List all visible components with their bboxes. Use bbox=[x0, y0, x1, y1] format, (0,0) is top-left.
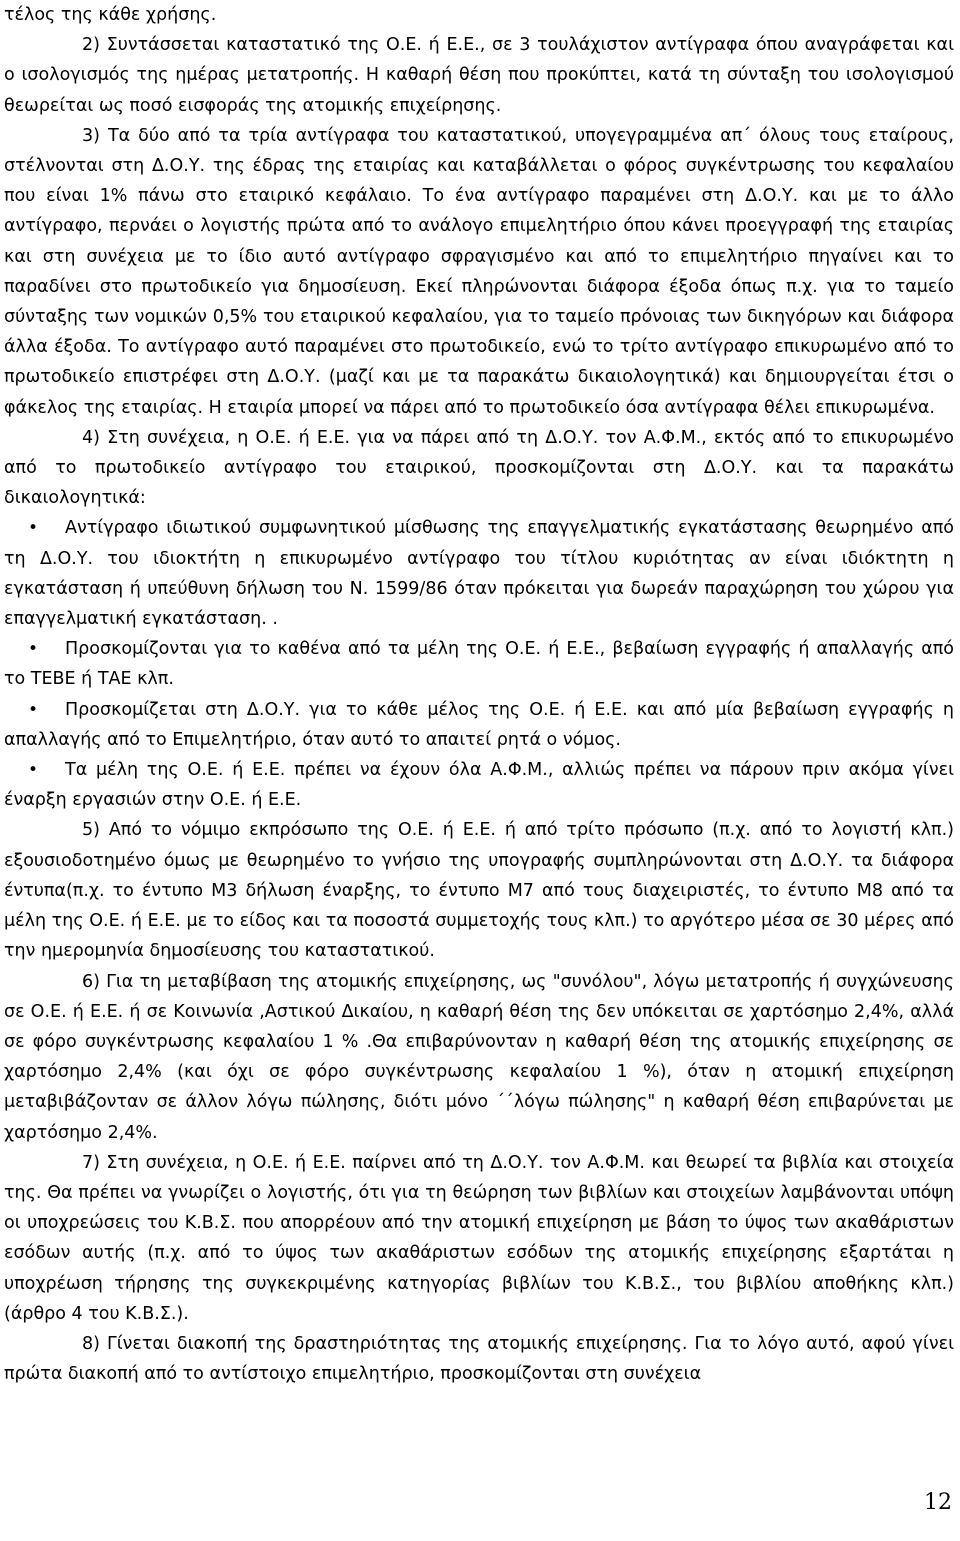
paragraph-step-2: 2) Συντάσσεται καταστατικό της Ο.Ε. ή Ε.Ε., σε 3 τουλάχιστον αντίγραφα όπου αναγράφεται και ο ισολογισμός της ημέρας μετατροπής. Η καθαρή θέση που προκύπτει, κατά τη σύνταξη του ισολογισμού θεωρείται ως ποσό εισφοράς της ατομικής επιχείρησης. bbox=[4, 35, 954, 116]
paragraph-step-4: 4) Στη συνέχεια, η Ο.Ε. ή Ε.Ε. για να πάρει από τη Δ.Ο.Υ. τον Α.Φ.Μ., εκτός από το επικυρωμένο από το πρωτοδικείο αντίγραφο του εταιρικού, προσκομίζονται στη Δ.Ο.Υ. και τα παρακάτω δικαιολογητικά: bbox=[4, 427, 954, 509]
paragraph-step-6: 6) Για τη μεταβίβαση της ατομικής επιχείρησης, ως "συνόλου", λόγω μετατροπής ή συγχώνευσης σε Ο.Ε. ή Ε.Ε. ή σε Κοινωνία ,Αστικού Δικαίου, η καθαρή θέση της δεν υπόκειται σε χαρτόσημο 2,4%, αλλά σε φόρο συγκέντρωσης κεφαλαίου 1 % .Θα επιβαρύνονταν η καθαρή θέση της ατομικής επιχείρησης σε χαρτόσημο 2,4% (και όχι σε φόρο συγκέντρωσης κεφαλαίου 1 %), όταν η ατομική επιχείρηση μεταβιβάζονταν σε άλλον λόγω πώλησης, διότι μόνο ΄΄λόγω πώλησης" η καθαρή θέση επιβαρύνεται με χαρτόσημο 2,4%. bbox=[4, 971, 954, 1143]
paragraph-step-3: 3) Τα δύο από τα τρία αντίγραφα του καταστατικού, υπογεγραμμένα απ΄ όλους τους εταίρους, στέλνονται στη Δ.Ο.Υ. της έδρας της εταιρίας και καταβάλλεται ο φόρος συγκέντρωσης του κεφαλαίου που είναι 1% πάνω στο εταιρικό κεφάλαιο. Το ένα αντίγραφο παραμένει στη Δ.Ο.Υ. και με το άλλο αντίγραφο, περνάει ο λογιστής πρώτα από το ανάλογο επιμελητήριο όπου κάνει προεγγραφή της εταιρίας και στη συνέχεια με το ίδιο αυτό αντίγραφο σφραγισμένο και από το επιμελητήριο πηγαίνει και το παραδίνει στο πρωτοδικείο για δημοσίευση. Εκεί πληρώνονται διάφορα έξοδα όπως π.χ. για το ταμείο σύνταξης των νομικών 0,5% του εταιρικού κεφαλαίου, για το ταμείο πρόνοιας των δικηγόρων και διάφορα άλλα έξοδα. Το αντίγραφο αυτό παραμένει στο πρωτοδικείο, ενώ το τρίτο αντίγραφο επικυρωμένο από το πρωτοδικείο επιστρέφει στη Δ.Ο.Υ. (μαζί και με τα παρακάτω δικαιολογητικά) και δημιουργείται έτσι ο φάκελος της εταιρίας. Η εταιρία μπορεί να πάρει από το πρωτοδικείο όσα αντίγραφα θέλει επικυρωμένα. bbox=[4, 125, 954, 418]
list-item: • Προσκομίζονται για το καθένα από τα μέλη της Ο.Ε. ή Ε.Ε., βεβαίωση εγγραφής ή απαλλαγής από το ΤΕΒΕ ή ΤΑΕ κλπ. bbox=[4, 634, 954, 694]
document-body bbox=[4, 0, 954, 1389]
list-item: • Προσκομίζεται στη Δ.Ο.Υ. για το κάθε μέλος της Ο.Ε. ή Ε.Ε. και από μία βεβαίωση εγγραφής η απαλλαγής από το Επιμελητήριο, όταν αυτό το απαιτεί ρητά ο νόμος. bbox=[4, 695, 954, 755]
list-item: • Αντίγραφο ιδιωτικού συμφωνητικού μίσθωσης της επαγγελματικής εγκατάστασης θεωρημένο από τη Δ.Ο.Υ. του ιδιοκτήτη η επικυρωμένο αντίγραφο του τίτλου κυριότητας αν είναι ιδιόκτητη η εγκατάσταση ή υπεύθυνη δήλωση του Ν. 1599/86 όταν πρόκειται για δωρεάν παραχώρηση του χώρου για επαγγελματική εγκατάσταση. . bbox=[4, 513, 954, 634]
required-documents-list bbox=[4, 513, 954, 815]
paragraph-step-8: 8) Γίνεται διακοπή της δραστηριότητας της ατομικής επιχείρησης. Για το λόγο αυτό, αφού γίνει πρώτα διακοπή από το αντίστοιχο επιμελητήριο, προσκομίζονται στη συνέχεια bbox=[4, 1333, 954, 1385]
paragraph-continuation: τέλος της κάθε χρήσης. bbox=[4, 5, 217, 25]
paragraph-step-7: 7) Στη συνέχεια, η Ο.Ε. ή Ε.Ε. παίρνει από τη Δ.Ο.Υ. τον Α.Φ.Μ. και θεωρεί τα βιβλία και στοιχεία της. Θα πρέπει να γνωρίζει ο λογιστής, ότι για τη θεώρηση των βιβλίων και στοιχείων λαμβάνονται υπόψη οι υποχρεώσεις του Κ.Β.Σ. που απορρέουν από την ατομική επιχείρηση με βάση το ύψος των ακαθάριστων εσόδων αυτής (π.χ. από το ύψος των ακαθάριστων εσόδων της ατομικής επιχείρησης εξαρτάται η υποχρέωση τήρησης της συγκεκριμένης κατηγορίας βιβλίων του Κ.Β.Σ., του βιβλίου αποθήκης κλπ.) (άρθρο 4 του Κ.Β.Σ.). bbox=[4, 1152, 954, 1324]
page-number: 12 bbox=[924, 1490, 952, 1515]
paragraph-step-5: 5) Από το νόμιμο εκπρόσωπο της Ο.Ε. ή Ε.Ε. ή από τρίτο πρόσωπο (π.χ. από το λογιστή κλπ.) εξουσιοδοτημένο όμως με θεωρημένο το γνήσιο της υπογραφής συμπληρώνονται στη Δ.Ο.Υ. τα διάφορα έντυπα(π.χ. το έντυπο Μ3 δήλωση έναρξης, το έντυπο Μ7 από τους διαχειριστές, το έντυπο Μ8 από τα μέλη της Ο.Ε. ή Ε.Ε. με το είδος και τα ποσοστά συμμετοχής τους κλπ.) το αργότερο μέσα σε 30 μέρες από την ημερομηνία δημοσίευσης του καταστατικού. bbox=[4, 820, 954, 962]
list-item: • Τα μέλη της Ο.Ε. ή Ε.Ε. πρέπει να έχουν όλα Α.Φ.Μ., αλλιώς πρέπει να πάρουν πριν ακόμα γίνει έναρξη εργασιών στην Ο.Ε. ή Ε.Ε. bbox=[4, 755, 954, 815]
